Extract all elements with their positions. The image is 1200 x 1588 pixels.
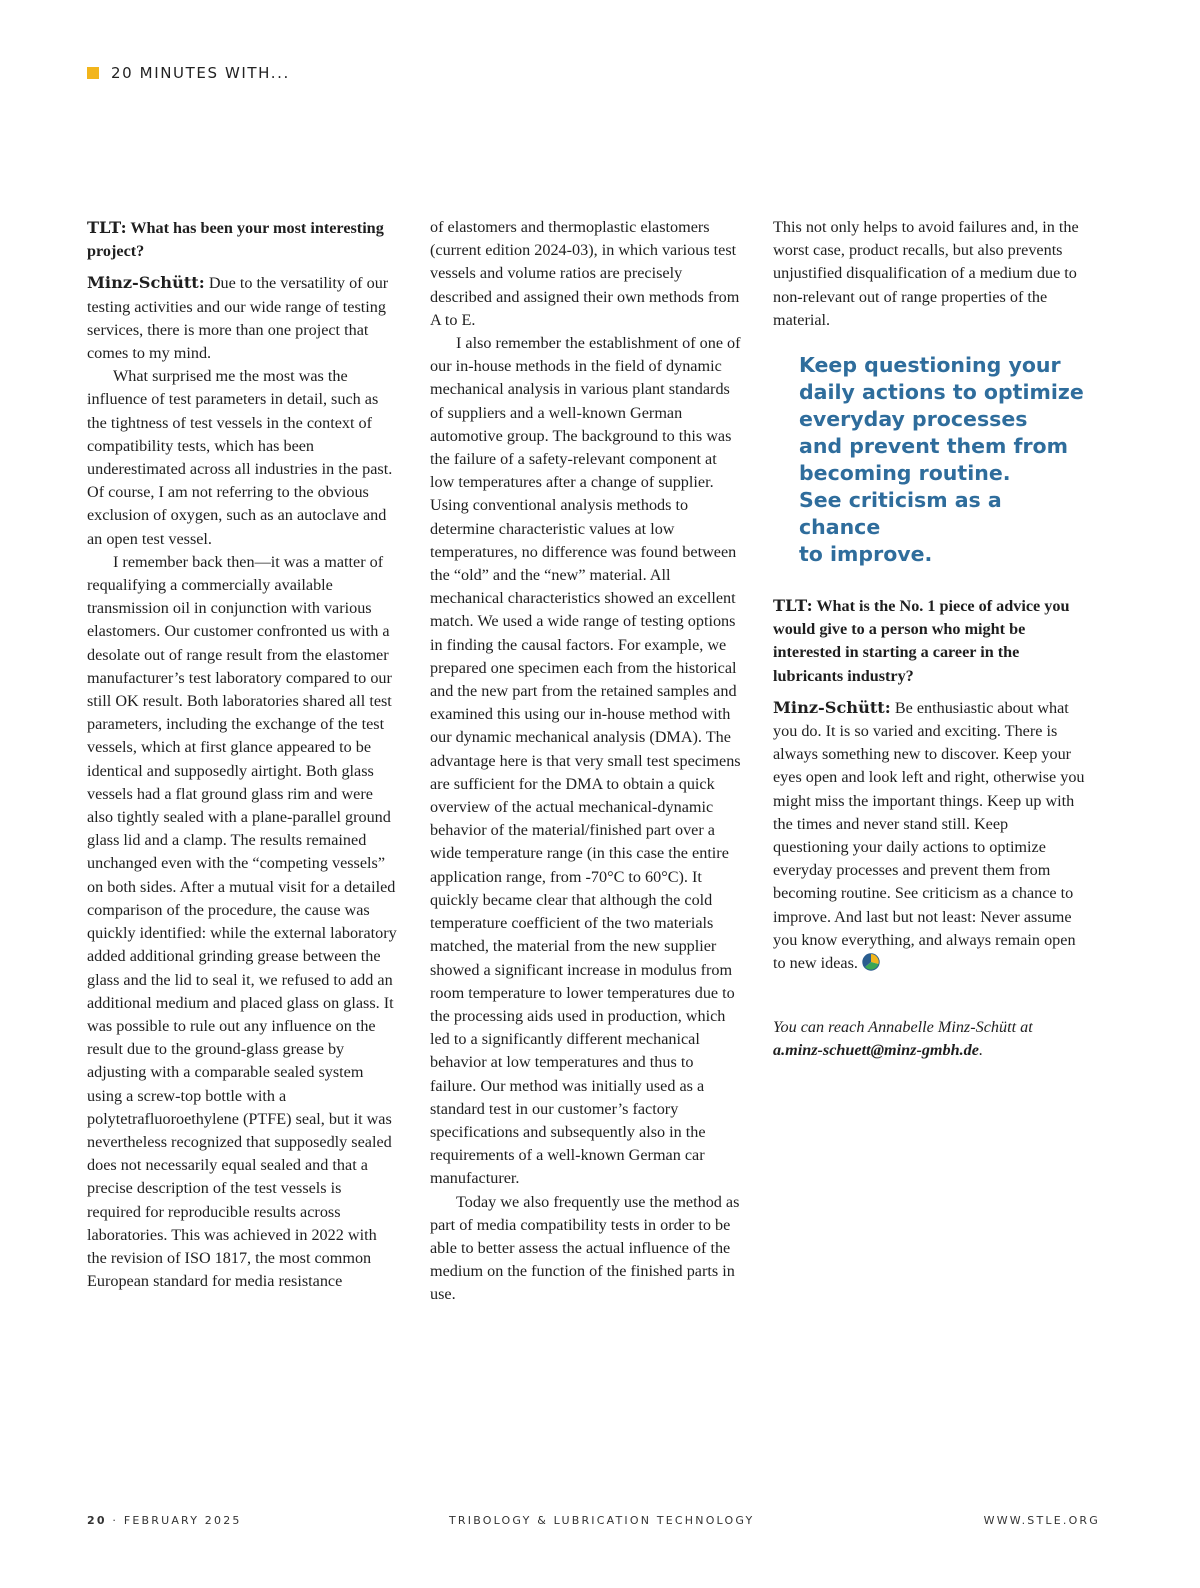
answer-1	[87, 271, 399, 365]
page-footer	[87, 1514, 1100, 1530]
website-link[interactable]: WWW.STLE.ORG	[983, 1514, 1100, 1527]
column-1	[87, 216, 399, 1293]
contact-end: .	[978, 1041, 983, 1060]
publication-name: TRIBOLOGY & LUBRICATION TECHNOLOGY	[449, 1514, 755, 1527]
column-3	[773, 216, 1085, 1063]
answer-text: Be enthusiastic about what you do. It is so varied and exciting. There is always something new to discover. Keep your eyes open and look left and right, otherwise you might miss the important things. Keep up with the times and never stand still. Keep questioning your daily actions to optimize everyday processes and prevent them from becoming routine. See criticism as a chance to improve. And last but not least: Never assume you know everything, and always remain open to new ideas.	[773, 698, 1085, 973]
stle-logo-icon	[862, 953, 880, 978]
pull-quote: Keep questioning your daily actions to optimize everyday processes and prevent them from becoming routine. See criticism as a chance to improve.	[799, 353, 1084, 567]
yellow-square-icon	[87, 67, 99, 79]
section-title: 20 MINUTES WITH...	[111, 64, 290, 82]
page-number: 20	[87, 1514, 107, 1527]
speaker-label: Minz-Schütt:	[773, 697, 891, 717]
paragraph: I remember back then—it was a matter of requalifying a commercially available transmission oil in conjunction with various elastomers. Our customer confronted us with a desolate out of range result from the elastomer manufacturer’s test laboratory compared to our still OK result. Both laboratories shared all test parameters, including the exchange of the test vessels, which at first glance appeared to be identical and supposedly airtight. Both glass vessels had a flat ground glass rim and were also tightly sealed with a plane-parallel ground glass lid and a clamp. The results remained unchanged even with the “competing vessels” on both sides. After a mutual visit for a detailed comparison of the procedure, the cause was quickly identified: while the external laboratory added additional grinding grease between the glass and the lid to seal it, we refused to add an additional medium and placed glass on glass. It was possible to rule out any influence on the result due to the ground-glass grease by adjusting with a comparable sealed system using a screw-top bottle with a polytetrafluoroethylene (PTFE) seal, but it was nevertheless recognized that supposedly sealed does not necessarily equal sealed and that a precise description of the test vessels is required for reproducible results across laboratories. This was achieved in 2022 with the revision of ISO 1817, the most common European standard for media resistance	[87, 552, 397, 1291]
section-header	[87, 64, 290, 82]
paragraph: Today we also frequently use the method as part of media compatibility tests in order to be able to better assess the actual influence of the medium on the function of the finished parts in use.	[430, 1192, 740, 1304]
question-2	[773, 594, 1085, 688]
paragraph: What surprised me the most was the influence of test parameters in detail, such as the tightness of test vessels in the context of compatibility tests, which has been underestimated across all industries in the past. Of course, I am not referring to the obvious exclusion of oxygen, such as an autoclave and an open test vessel.	[87, 367, 393, 548]
question-text: What is the No. 1 piece of advice you would give to a person who might be interested in starting a career in the lubricants industry?	[773, 597, 1070, 685]
column-2	[430, 216, 742, 1307]
contact-text: You can reach Annabelle Minz-Schütt at	[773, 1018, 1033, 1037]
answer-2	[773, 696, 1085, 978]
contact-line	[773, 1016, 1085, 1062]
paragraph: I also remember the establishment of one of our in-house methods in the field of dynamic mechanical analysis in various plant standards of suppliers and a well-known German automotive group. The background to this was the failure of a safety-relevant component at low temperatures after a change of supplier. Using conventional analysis methods to determine characteristic values at low temperatures, no difference was found between the “old” and the “new” material. All mechanical characteristics showed an excellent match. We used a wide range of testing options in finding the causal factors. For example, we prepared one specimen each from the historical and the new part from the retained samples and examined this using our in-house method with our dynamic mechanical analysis (DMA). The advantage here is that very small test specimens are sufficient for the DMA to obtain a quick overview of the actual mechanical-dynamic behavior of the material/finished part over a wide temperature range (in this case the entire application range, from -70°C to 60°C). It quickly became clear that although the cold temperature coefficient of the two materials matched, the material from the new supplier showed a significant increase in modulus from room temperature to lower temperatures due to the processing aids used in production, which led to a significantly different mechanical behavior at low temperatures and thus to failure. Our method was initially used as a standard test in our customer’s factory specifications and subsequently also in the requirements of a well-known German car manufacturer.	[430, 334, 741, 1188]
paragraph: of elastomers and thermoplastic elastomers (current edition 2024-03), in which various test vessels and volume ratios are precisely described and assigned their own methods from A to E.	[430, 218, 740, 329]
answer-text: Due to the versatility of our testing activities and our wide range of testing services, there is more than one project that comes to my mind.	[87, 274, 389, 363]
issue-date: FEBRUARY 2025	[123, 1514, 242, 1527]
speaker-label: Minz-Schütt:	[87, 273, 205, 293]
paragraph: This not only helps to avoid failures and, in the worst case, product recalls, but also prevents unjustified disqualification of a medium due to non-relevant out of range properties of the material.	[773, 218, 1079, 329]
contact-email[interactable]: a.minz-schuett@minz-gmbh.de	[773, 1041, 979, 1060]
speaker-label: TLT:	[773, 596, 813, 616]
question-text: What has been your most interesting project?	[87, 219, 384, 261]
footer-left	[87, 1514, 242, 1527]
question-1	[87, 216, 399, 263]
speaker-label: TLT:	[87, 218, 127, 237]
footer-separator: ·	[106, 1514, 124, 1527]
